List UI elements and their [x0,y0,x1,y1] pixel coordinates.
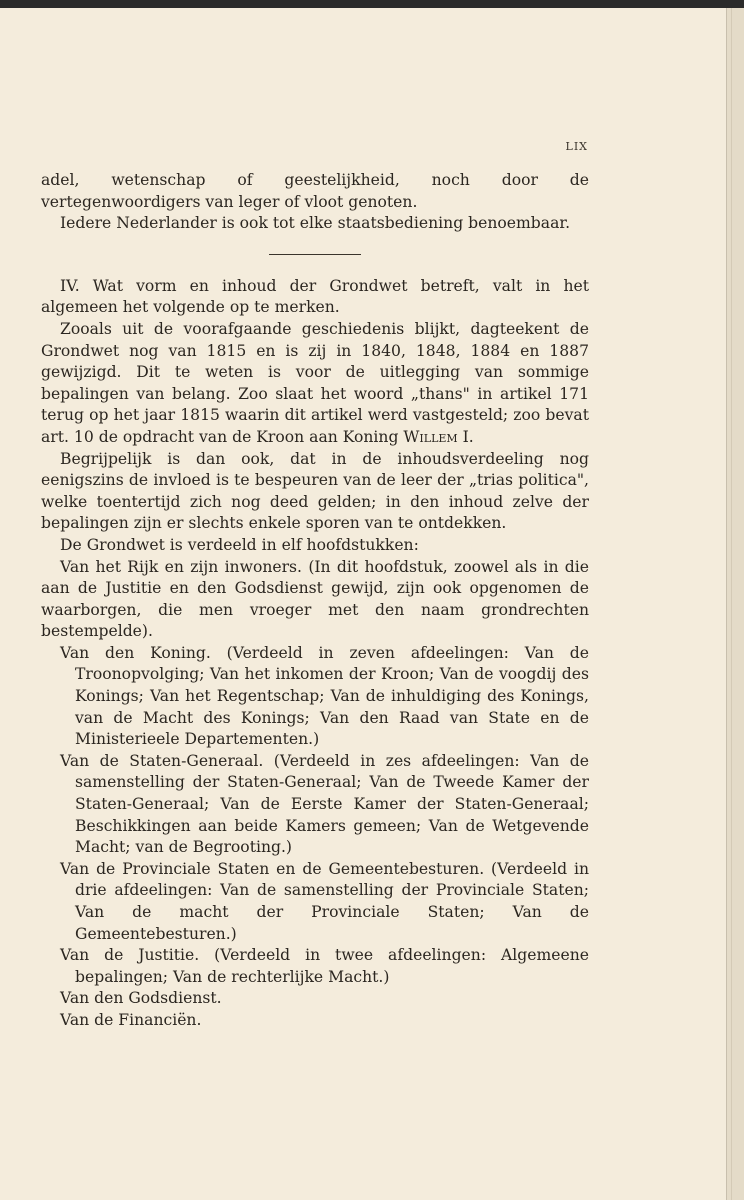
name-small-caps: Willem [403,427,458,446]
chapter-item: Van de Financiën. [60,1010,202,1029]
paragraph [41,319,589,449]
paragraph: Van het Rijk en zijn inwoners. (In dit hoofdstuk, zoowel als in die aan de Justitie en den Godsdienst gewijd, zijn ook opgenomen de waarborgen, die men vroeger met den naam grondrechten bestempelde). [41,557,589,641]
chapter-item: Van de Provinciale Staten en de Gemeentebesturen. (Verdeeld in drie afdeelingen: Van de samenstelling der Provinciale Staten; Van de macht der Provinciale Staten; Van de Gemeentebesturen.) [60,859,589,943]
paragraph-text-end: I. [457,427,474,446]
paragraph: Iedere Nederlander is ook tot elke staatsbediening benoembaar. [60,214,571,233]
page-edge [726,8,744,1200]
paragraph: adel, wetenschap of geestelijkheid, noch door de vertegenwoordigers van leger of vloot genoten. [41,171,589,211]
scan-top-edge [0,0,744,8]
paragraph: Begrijpelijk is dan ook, dat in de inhoudsverdeeling nog eenigszins de invloed is te bespeuren van de leer der „trias politica", welke toentertijd zich nog deed gelden; in den inhoud zelve der bepalingen zijn er slechts enkele sporen van te ontdekken. [41,449,589,533]
chapter-item: Van den Godsdienst. [60,989,222,1008]
chapter-item: Van de Justitie. (Verdeeld in twee afdeelingen: Algemeene bepalingen; Van de rechterlijke Macht.) [60,946,589,986]
page-number: LIX [565,140,588,153]
paragraph-text: Zooals uit de voorafgaande geschiedenis blijkt, dagteekent de Grondwet nog van 1815 en is zij in 1840, 1848, 1884 en 1887 gewijzigd. Dit te weten is voor de uitlegging van sommige bepalingen van belang. Zoo slaat het woord „thans" in artikel 171 terug op het jaar 1815 waarin dit artikel werd vastgesteld; zoo bevat art. 10 de opdracht van de Kroon aan Koning [41,319,589,446]
paragraph: De Grondwet is verdeeld in elf hoofdstukken: [60,535,419,554]
chapter-item: Van de Staten-Generaal. (Verdeeld in zes afdeelingen: Van de samenstelling der Staten-Generaal; Van de Tweede Kamer der Staten-Generaal; Van de Eerste Kamer der Staten-Generaal; Beschikkingen aan beide Kamers gemeen; Van de Wetgevende Macht; van de Begrooting.) [60,751,589,857]
chapter-item: Van den Koning. (Verdeeld in zeven afdeelingen: Van de Troonopvolging; Van het inkomen der Kroon; Van de voogdij des Konings; Van het Regentschap; Van de inhuldiging des Konings, van de Macht des Konings; Van den Raad van State en de Ministerieele Departementen.) [60,643,589,749]
book-page [0,8,726,1200]
page-text [41,170,589,1032]
paragraph: IV. Wat vorm en inhoud der Grondwet betreft, valt in het algemeen het volgende op te merken. [41,276,589,317]
section-divider [269,254,361,255]
